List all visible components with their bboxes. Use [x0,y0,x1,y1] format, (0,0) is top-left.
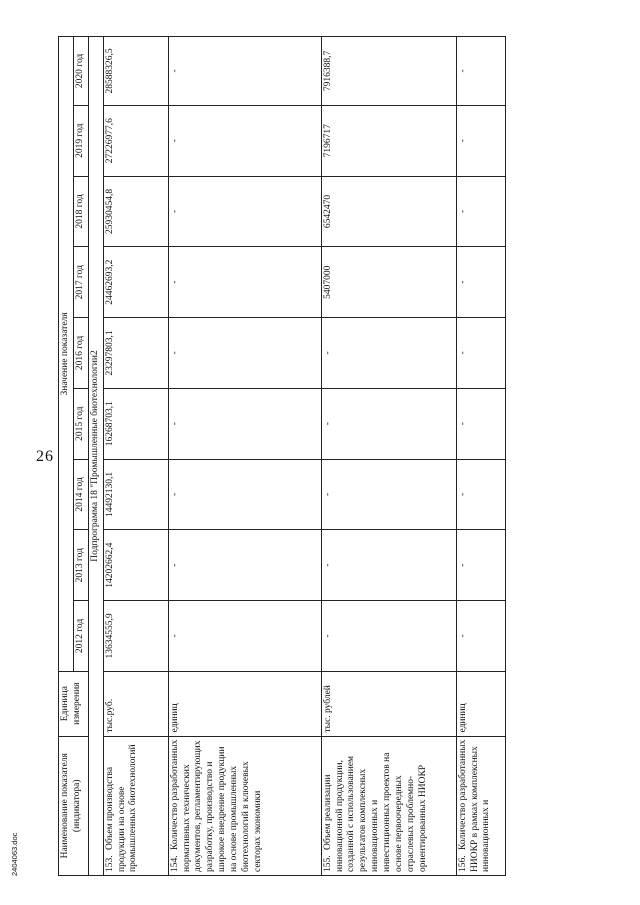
value-cell: - [456,37,505,106]
year-header: 2013 год [73,530,88,601]
table-frame [58,36,618,876]
value-cell: 28588326,5 [103,37,168,106]
value-cell: - [456,601,505,672]
year-header: 2020 год [73,37,88,106]
table-row [456,37,505,876]
value-cell: - [168,105,321,176]
value-cell: - [168,37,321,106]
value-cell: - [321,459,456,530]
row-number: 156. [457,855,468,872]
value-cell: 7916388,7 [321,37,456,106]
year-header: 2018 год [73,176,88,247]
name-column-header: Наименование показателя (индикатора) [59,736,89,875]
value-cell: - [321,388,456,459]
year-header: 2015 год [73,388,88,459]
page-number: 26 [36,448,54,465]
year-header: 2012 год [73,601,88,672]
value-cell: 13634555,9 [103,601,168,672]
unit-cell: тыс. рублей [321,671,456,736]
value-cell: - [168,388,321,459]
value-cell: - [456,459,505,530]
value-cell: - [168,247,321,318]
value-cell: 25930454,8 [103,176,168,247]
indicator-name-text: Объем реализации инновационной продукции, созданной с использованием результатов комплексных инновационных и инвестиционных проектов на основе первоочередных отраслевых проблемно-ориентированных НИОКР [322,752,428,872]
indicator-name [456,736,505,875]
indicator-name [321,736,456,875]
year-header: 2019 год [73,105,88,176]
unit-cell: тыс.руб. [103,671,168,736]
value-cell: - [168,530,321,601]
value-cell: 27226977,6 [103,105,168,176]
value-cell: 24462693,2 [103,247,168,318]
value-cell: 5407000 [321,247,456,318]
subprogram-title: Подпрограмма 18 "Промышленные биотехнологии2 [88,37,103,876]
footer-filename: 2404063.doc [10,832,19,876]
value-cell: 16268703,1 [103,388,168,459]
indicator-name-text: Количество разработанных нормативных технических документов, регламентирующих разработку, производство и широкое внедрение продукции на основе промышленных биотехнологий в ключевых секторах экономики [169,739,263,872]
indicator-name [168,736,321,875]
value-cell: - [456,388,505,459]
value-cell: - [168,176,321,247]
value-cell: 14202662,4 [103,530,168,601]
value-cell: - [456,530,505,601]
indicator-name [103,736,168,875]
value-cell: 23297803,1 [103,318,168,389]
value-cell: - [321,601,456,672]
value-cell: - [168,459,321,530]
indicator-table [58,36,506,876]
value-cell: 6542470 [321,176,456,247]
table-row [168,37,321,876]
year-header: 2014 год [73,459,88,530]
row-number: 155. [322,855,333,872]
unit-cell: единиц [168,671,321,736]
value-cell: - [456,247,505,318]
indicator-name-text: Количество разработанных НИОКР в рамках комплексных инновационных и [457,739,492,872]
value-group-header: Значение показателя [59,37,74,672]
row-number: 153. [104,855,115,872]
value-cell: - [321,530,456,601]
value-cell: - [168,601,321,672]
unit-column-header: Единица измерения [59,671,89,736]
value-cell: - [168,318,321,389]
indicator-name-text: Объем производства продукции на основе промышленных биотехнологий [104,744,139,872]
row-number: 154. [169,855,180,872]
value-cell: - [456,176,505,247]
value-cell: - [456,105,505,176]
year-header: 2016 год [73,318,88,389]
value-cell: - [321,318,456,389]
value-cell: - [456,318,505,389]
table-row [103,37,168,876]
table-row [321,37,456,876]
unit-cell: единиц [456,671,505,736]
value-cell: 14492130,1 [103,459,168,530]
year-header: 2017 год [73,247,88,318]
value-cell: 7196717 [321,105,456,176]
